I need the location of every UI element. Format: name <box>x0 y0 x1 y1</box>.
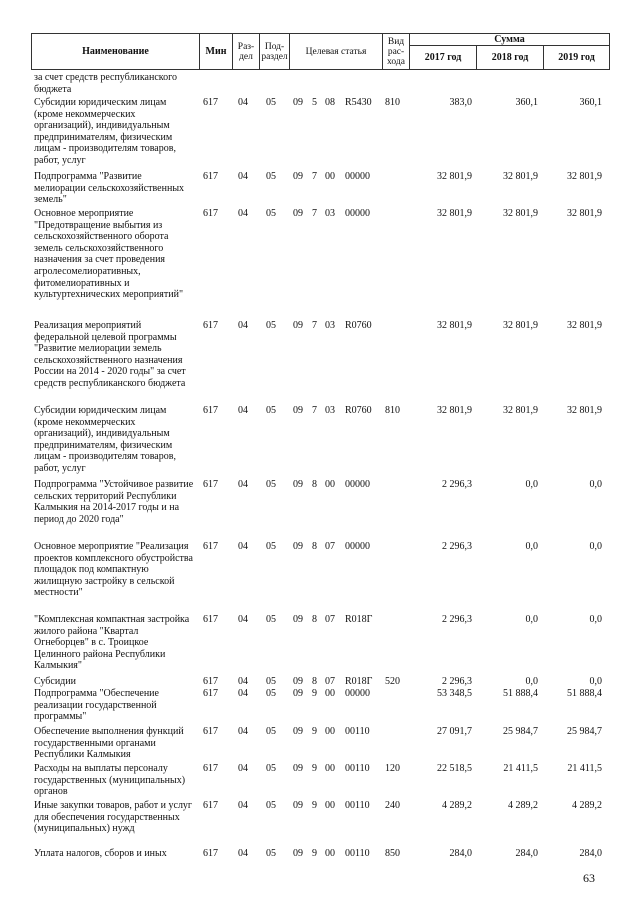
cell-s19: 21 411,5 <box>567 763 602 774</box>
cell-razd: 04 <box>238 479 248 490</box>
cell-s18: 0,0 <box>525 479 538 490</box>
cell-cs2: 5 <box>312 97 317 108</box>
cell-cs4: R018Г <box>345 676 373 687</box>
cell-cs3: 07 <box>325 614 335 625</box>
cell-cs2: 7 <box>312 320 317 331</box>
cell-cs4: R018Г <box>345 614 373 625</box>
cell-s19: 0,0 <box>589 479 602 490</box>
cell-s19: 32 801,9 <box>567 320 602 331</box>
cell-min: 617 <box>203 208 218 219</box>
cell-razd: 04 <box>238 688 248 699</box>
cell-cs1: 09 <box>293 688 303 699</box>
cell-name: Иные закупки товаров, работ и услуг для обеспечения государственных (муниципальных) нужд <box>34 800 193 835</box>
cell-cs4: 00110 <box>345 763 370 774</box>
cell-podr: 05 <box>266 848 276 859</box>
cell-min: 617 <box>203 97 218 108</box>
cell-podr: 05 <box>266 726 276 737</box>
cell-vid: 850 <box>385 848 400 859</box>
cell-cs3: 07 <box>325 541 335 552</box>
cell-s19: 25 984,7 <box>567 726 602 737</box>
cell-name: Обеспечение выполнения функций государственными органами Республики Калмыкия <box>34 726 184 761</box>
cell-name: Субсидии <box>34 676 76 687</box>
cell-cs1: 09 <box>293 726 303 737</box>
cell-razd: 04 <box>238 320 248 331</box>
header-podrazdel <box>260 34 290 70</box>
cell-cs4: 00110 <box>345 848 370 859</box>
header-2018: 2018 год <box>477 46 544 70</box>
cell-min: 617 <box>203 541 218 552</box>
cell-cs3: 03 <box>325 405 335 416</box>
cell-cs1: 09 <box>293 171 303 182</box>
cell-s17: 32 801,9 <box>437 171 472 182</box>
cell-s18: 0,0 <box>525 541 538 552</box>
cell-razd: 04 <box>238 97 248 108</box>
header-min: Мин <box>200 34 233 70</box>
cell-razd: 04 <box>238 171 248 182</box>
cell-podr: 05 <box>266 676 276 687</box>
cell-s18: 21 411,5 <box>503 763 538 774</box>
header-2017: 2017 год <box>410 46 477 70</box>
cell-vid: 120 <box>385 763 400 774</box>
cell-s18: 51 888,4 <box>503 688 538 699</box>
cell-cs1: 09 <box>293 405 303 416</box>
cell-cs1: 09 <box>293 800 303 811</box>
cell-s18: 32 801,9 <box>503 320 538 331</box>
cell-cs1: 09 <box>293 541 303 552</box>
cell-razd: 04 <box>238 726 248 737</box>
cell-cs4: 00000 <box>345 208 370 219</box>
cell-cs3: 00 <box>325 688 335 699</box>
cell-name: Основное мероприятие "Реализация проектов комплексного обустройства площадок под компактную жилищную застройку в сельской местности" <box>34 541 193 599</box>
cell-min: 617 <box>203 848 218 859</box>
cell-s18: 284,0 <box>515 848 538 859</box>
cell-s19: 4 289,2 <box>572 800 602 811</box>
cell-podr: 05 <box>266 763 276 774</box>
cell-cs3: 00 <box>325 763 335 774</box>
cell-cs2: 9 <box>312 763 317 774</box>
cell-s19: 32 801,9 <box>567 405 602 416</box>
cell-name: за счет средств республиканского бюджета <box>34 72 177 95</box>
cell-s17: 2 296,3 <box>442 479 472 490</box>
cell-cs2: 8 <box>312 614 317 625</box>
cell-name: Реализация мероприятий федеральной целевой программы "Развитие мелиорации земель сельскохозяйственного назначения России на 2014 - 2020 годы" за счет средств республиканского бюджета <box>34 320 186 389</box>
cell-name: Подпрограмма "Обеспечение реализации государственной программы" <box>34 688 159 723</box>
cell-vid: 240 <box>385 800 400 811</box>
header-2019: 2019 год <box>544 46 610 70</box>
cell-s17: 284,0 <box>449 848 472 859</box>
cell-name: Субсидии юридическим лицам (кроме некоммерческих организаций), индивидуальным предпринимателям, физическим лицам - производителям товаров, работ, услуг <box>34 405 176 474</box>
cell-cs3: 00 <box>325 479 335 490</box>
cell-s17: 32 801,9 <box>437 405 472 416</box>
cell-podr: 05 <box>266 208 276 219</box>
cell-cs2: 7 <box>312 208 317 219</box>
cell-name: Расходы на выплаты персоналу государственных (муниципальных) органов <box>34 763 186 798</box>
cell-s17: 53 348,5 <box>437 688 472 699</box>
cell-razd: 04 <box>238 208 248 219</box>
header-razdel-text: Раз- дел <box>237 41 255 62</box>
cell-s19: 360,1 <box>579 97 602 108</box>
cell-cs4: 00000 <box>345 171 370 182</box>
cell-cs2: 8 <box>312 676 317 687</box>
cell-podr: 05 <box>266 541 276 552</box>
cell-s17: 4 289,2 <box>442 800 472 811</box>
cell-cs2: 8 <box>312 479 317 490</box>
cell-s18: 32 801,9 <box>503 171 538 182</box>
cell-razd: 04 <box>238 614 248 625</box>
cell-cs1: 09 <box>293 614 303 625</box>
cell-s18: 32 801,9 <box>503 405 538 416</box>
cell-s18: 32 801,9 <box>503 208 538 219</box>
cell-min: 617 <box>203 688 218 699</box>
table-header <box>31 33 610 70</box>
cell-cs3: 00 <box>325 726 335 737</box>
cell-cs4: 00110 <box>345 800 370 811</box>
cell-s17: 2 296,3 <box>442 541 472 552</box>
header-vid <box>383 34 410 70</box>
cell-s18: 25 984,7 <box>503 726 538 737</box>
cell-min: 617 <box>203 479 218 490</box>
cell-podr: 05 <box>266 320 276 331</box>
cell-name: Уплата налогов, сборов и иных <box>34 848 167 859</box>
cell-cs4: 00000 <box>345 688 370 699</box>
cell-podr: 05 <box>266 97 276 108</box>
cell-s19: 32 801,9 <box>567 208 602 219</box>
cell-s18: 4 289,2 <box>508 800 538 811</box>
cell-min: 617 <box>203 676 218 687</box>
cell-s17: 27 091,7 <box>437 726 472 737</box>
cell-podr: 05 <box>266 800 276 811</box>
cell-min: 617 <box>203 800 218 811</box>
cell-s18: 360,1 <box>515 97 538 108</box>
cell-razd: 04 <box>238 541 248 552</box>
cell-s17: 32 801,9 <box>437 208 472 219</box>
cell-razd: 04 <box>238 676 248 687</box>
cell-podr: 05 <box>266 405 276 416</box>
cell-vid: 810 <box>385 405 400 416</box>
cell-cs4: 00110 <box>345 726 370 737</box>
cell-cs2: 9 <box>312 848 317 859</box>
page-number: 63 <box>583 871 595 885</box>
cell-s19: 0,0 <box>589 676 602 687</box>
cell-s18: 0,0 <box>525 676 538 687</box>
cell-cs4: 00000 <box>345 541 370 552</box>
cell-cs2: 7 <box>312 171 317 182</box>
cell-cs4: R0760 <box>345 405 372 416</box>
cell-cs3: 00 <box>325 800 335 811</box>
cell-name: Основное мероприятие "Предотвращение выбытия из сельскохозяйственного оборота земель сельскохозяйственного назначения за счет проведения агролесомелиоративных, фитомелиоративных и культуртехнических мероприятий" <box>34 208 184 301</box>
cell-cs3: 00 <box>325 171 335 182</box>
cell-cs3: 03 <box>325 320 335 331</box>
cell-cs2: 9 <box>312 688 317 699</box>
header-name: Наименование <box>32 34 200 70</box>
cell-s17: 32 801,9 <box>437 320 472 331</box>
header-podrazdel-text: Под- раздел <box>261 41 288 62</box>
cell-s19: 284,0 <box>579 848 602 859</box>
cell-min: 617 <box>203 320 218 331</box>
cell-cs1: 09 <box>293 320 303 331</box>
cell-min: 617 <box>203 763 218 774</box>
cell-min: 617 <box>203 405 218 416</box>
cell-cs2: 9 <box>312 726 317 737</box>
cell-razd: 04 <box>238 800 248 811</box>
cell-cs2: 9 <box>312 800 317 811</box>
cell-cs1: 09 <box>293 208 303 219</box>
cell-name: "Комплексная компактная застройка жилого района "Квартал Огнеборцев" в с. Троицкое Целинного района Республики Калмыкия" <box>34 614 190 672</box>
cell-cs3: 03 <box>325 208 335 219</box>
cell-cs1: 09 <box>293 479 303 490</box>
cell-cs3: 07 <box>325 676 335 687</box>
cell-razd: 04 <box>238 405 248 416</box>
cell-podr: 05 <box>266 688 276 699</box>
cell-cs2: 7 <box>312 405 317 416</box>
cell-cs1: 09 <box>293 676 303 687</box>
cell-cs4: R0760 <box>345 320 372 331</box>
cell-cs3: 08 <box>325 97 335 108</box>
cell-s18: 0,0 <box>525 614 538 625</box>
cell-s19: 0,0 <box>589 541 602 552</box>
cell-s17: 2 296,3 <box>442 614 472 625</box>
cell-min: 617 <box>203 614 218 625</box>
cell-cs3: 00 <box>325 848 335 859</box>
cell-s17: 383,0 <box>449 97 472 108</box>
cell-min: 617 <box>203 726 218 737</box>
cell-s19: 51 888,4 <box>567 688 602 699</box>
cell-razd: 04 <box>238 763 248 774</box>
cell-razd: 04 <box>238 848 248 859</box>
cell-vid: 520 <box>385 676 400 687</box>
cell-name: Подпрограмма "Устойчивое развитие сельских территорий Республики Калмыкия на 2014-2017 годы и на период до 2020 года" <box>34 479 194 525</box>
header-target-article: Целевая статья <box>290 34 383 70</box>
cell-s17: 2 296,3 <box>442 676 472 687</box>
cell-cs4: 00000 <box>345 479 370 490</box>
cell-s19: 0,0 <box>589 614 602 625</box>
header-summa: Сумма <box>410 34 610 46</box>
cell-podr: 05 <box>266 614 276 625</box>
cell-cs2: 8 <box>312 541 317 552</box>
header-razdel <box>233 34 260 70</box>
header-vid-text: Вид рас- хода <box>387 36 405 67</box>
cell-cs1: 09 <box>293 763 303 774</box>
cell-name: Субсидии юридическим лицам (кроме некоммерческих организаций), индивидуальным предпринимателям, физическим лицам - производителям товаров, работ, услуг <box>34 97 176 166</box>
cell-cs1: 09 <box>293 97 303 108</box>
cell-podr: 05 <box>266 479 276 490</box>
cell-cs4: R5430 <box>345 97 372 108</box>
cell-min: 617 <box>203 171 218 182</box>
cell-cs1: 09 <box>293 848 303 859</box>
cell-s19: 32 801,9 <box>567 171 602 182</box>
cell-vid: 810 <box>385 97 400 108</box>
cell-name: Подпрограмма "Развитие мелиорации сельскохозяйственных земель" <box>34 171 185 206</box>
cell-podr: 05 <box>266 171 276 182</box>
cell-s17: 22 518,5 <box>437 763 472 774</box>
